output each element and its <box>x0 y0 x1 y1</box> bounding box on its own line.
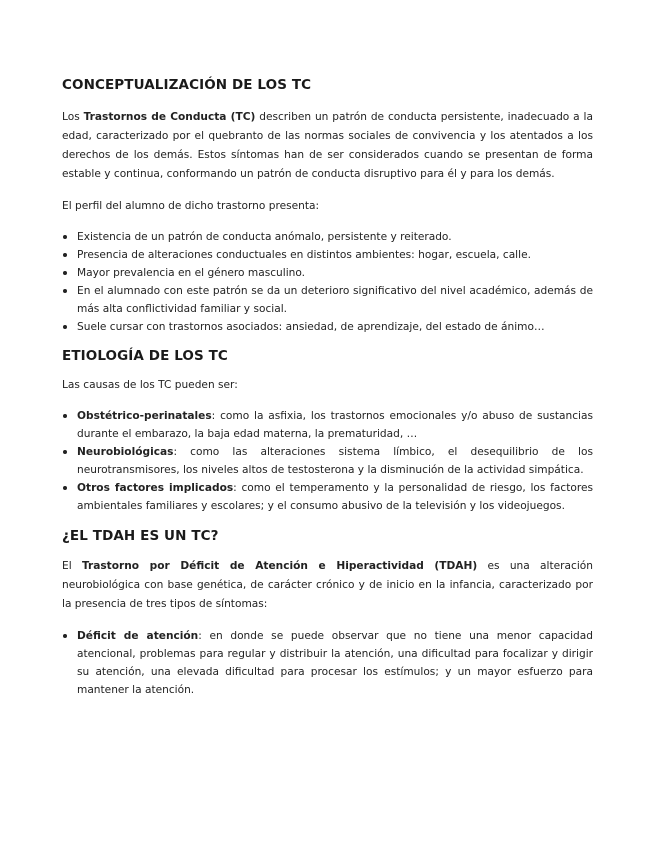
term-tdah: Trastorno por Déficit de Atención e Hiperactividad (TDAH) <box>81 560 478 572</box>
profile-bullet-list <box>62 228 593 336</box>
paragraph-profile-lead: El perfil del alumno de dicho trastorno presenta: <box>62 200 320 212</box>
section-title-etiologia: ETIOLOGÍA DE LOS TC <box>62 348 228 364</box>
paragraph-text-post: es una alteración neurobiológica con base genética, de carácter crónico y de inicio en la infancia, caracterizado por la presencia de tres tipos de síntomas: <box>62 560 593 610</box>
term-trastornos-de-conducta: Trastornos de Conducta (TC) <box>83 111 256 123</box>
list-item <box>62 407 593 443</box>
paragraph-tdah-definition <box>62 557 593 614</box>
paragraph-text-pre: Los <box>62 111 84 123</box>
term-deficit-de-atencion: Déficit de atención <box>77 630 199 642</box>
causes-bullet-list <box>62 407 593 515</box>
list-item <box>62 443 593 479</box>
symptoms-bullet-list <box>62 627 593 699</box>
term-neurobiologicas: Neurobiológicas <box>77 446 174 458</box>
list-item: Suele cursar con trastornos asociados: ansiedad, de aprendizaje, del estado de ánimo… <box>62 318 593 336</box>
paragraph-text-pre: El <box>62 560 82 572</box>
paragraph-tc-definition <box>62 108 593 184</box>
paragraph-text-post: describen un patrón de conducta persistente, inadecuado a la edad, caracterizado por el quebranto de las normas sociales de convivencia y los atentados a los derechos de los demás. Estos síntomas han de ser considerados cuando se presentan de forma estable y continua, conformando un patrón de conducta disruptivo para él y para los demás. <box>62 111 593 180</box>
list-item: Presencia de alteraciones conductuales en distintos ambientes: hogar, escuela, calle. <box>62 246 593 264</box>
section-title-tdah: ¿EL TDAH ES UN TC? <box>62 528 219 544</box>
list-item-text: : como las alteraciones sistema límbico, el desequilibrio de los neurotransmisores, los niveles altos de testosterona y la disminución de la actividad simpática. <box>77 446 593 476</box>
list-item-text: : como el temperamento y la personalidad de riesgo, los factores ambientales familiares y escolares; y el consumo abusivo de la televisión y los videojuegos. <box>77 482 593 512</box>
term-otros-factores: Otros factores implicados <box>77 482 234 494</box>
section-title-conceptualizacion: CONCEPTUALIZACIÓN DE LOS TC <box>62 77 312 93</box>
list-item-text: : como la asfixia, los trastornos emocionales y/o abuso de sustancias durante el embarazo, la baja edad materna, la prematuridad, … <box>77 410 593 440</box>
term-obstetrico-perinatales: Obstétrico-perinatales <box>77 410 212 422</box>
list-item <box>62 479 593 515</box>
list-item: Existencia de un patrón de conducta anómalo, persistente y reiterado. <box>62 228 593 246</box>
list-item: Mayor prevalencia en el género masculino. <box>62 264 593 282</box>
list-item-text: : en donde se puede observar que no tiene una menor capacidad atencional, problemas para regular y distribuir la atención, una dificultad para focalizar y dirigir su atención, una elevada dificultad para procesar los estímulos; y un mayor esfuerzo para mantener la atención. <box>77 630 593 696</box>
paragraph-causes-lead: Las causas de los TC pueden ser: <box>62 379 238 391</box>
list-item <box>62 627 593 699</box>
list-item: En el alumnado con este patrón se da un deterioro significativo del nivel académico, además de más alta conflictividad familiar y social. <box>62 282 593 318</box>
